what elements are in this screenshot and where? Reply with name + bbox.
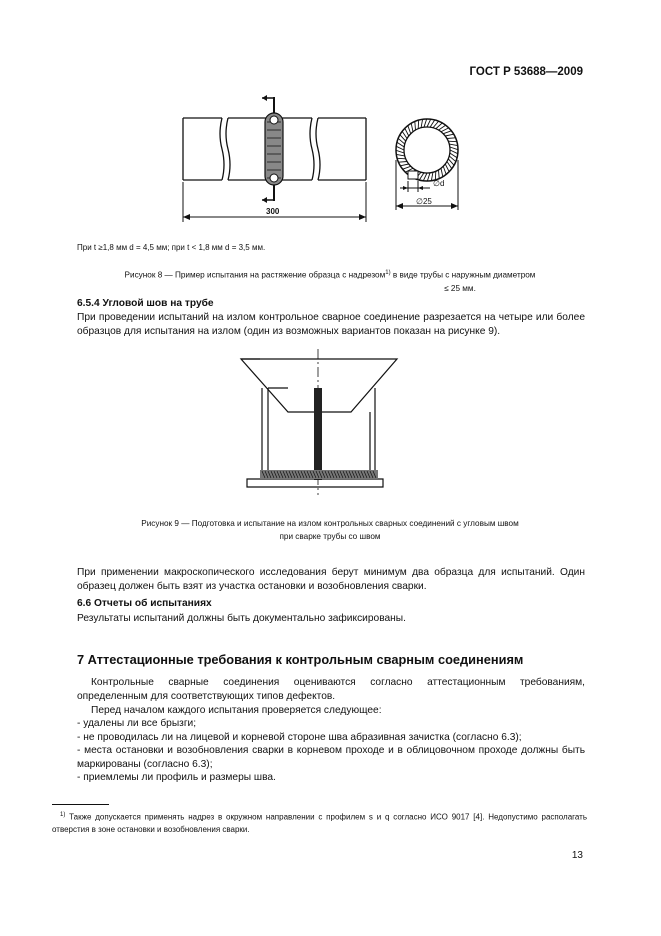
section-6-6-heading: 6.6 Отчеты об испытаниях [77,598,212,609]
list-item: - места остановки и возобновления сварки в корневом проходе и в облицовочном проходе должны быть маркированы (согласно 6.3); [77,745,585,770]
figure-8-caption-text: Рисунок 8 — Пример испытания на растяжение образца с надрезом [124,270,386,280]
section-7-paragraph-2: Перед началом каждого испытания проверяется следующее: [91,705,382,716]
section-7-heading: 7 Аттестационные требования к контрольным сварным соединениям [77,652,524,667]
section-7-list [77,717,585,785]
footnote-mark: 1) [60,812,66,818]
footnote-text: Также допускается применять надрез в окружном направлении с профилем s и q согласно ИСО 9017 [4]. Недопустимо располагать отверстия в зоне остановки и возобновления сварки. [52,812,587,834]
footnote-ref: 1) [385,270,391,276]
figure-9-caption-line2: при сварке трубы со швом [279,532,381,541]
macro-paragraph: При применении макроскопического исследования берут минимум два образца для испытаний. Один образец должен быть взят из участка остановки и возобновления сварки. [77,567,585,592]
figure-9-caption-line1: Рисунок 9 — Подготовка и испытание на излом контрольных сварных соединений с угловым швом [141,519,519,528]
section-7-paragraph-1: Контрольные сварные соединения оцениваются согласно аттестационным требованиям, определенным для соответствующих типов дефектов. [77,677,585,702]
figure-9-caption [60,517,600,543]
page-number: 13 [571,850,583,861]
document-header: ГОСТ Р 53688—2009 [469,66,583,78]
footnote-divider [52,804,109,805]
list-item: - приемлемы ли профиль и размеры шва. [77,772,276,784]
list-item: - удалены ли все брызги; [77,718,197,729]
footnote [52,809,587,836]
figure-8-note: При t ≥1,8 мм d = 4,5 мм; при t < 1,8 мм d = 3,5 мм. [77,243,266,252]
dim-length-label: 300 [266,207,280,216]
section-6-6-paragraph: Результаты испытаний должны быть документально зафиксированы. [77,613,406,624]
section-6-5-4-heading: 6.5.4 Угловой шов на трубе [77,298,214,309]
dim-hole-label: ∅d [433,179,445,188]
list-item: - не проводилась ли на лицевой и корневой стороне шва абразивная зачистка (согласно 6.3); [77,731,522,743]
dim-outer-label: ∅25 [416,197,432,206]
figure-8-caption-text-2: в виде трубы с наружным диаметром [390,270,536,280]
figure-8-caption-line2: ≤ 25 мм. [444,283,476,293]
section-6-5-4-paragraph: При проведении испытаний на излом контрольное сварное соединение разрезается на четыре или более образцов для испытания на излом (один из возможных вариантов показан на рисунке 9). [77,312,585,337]
